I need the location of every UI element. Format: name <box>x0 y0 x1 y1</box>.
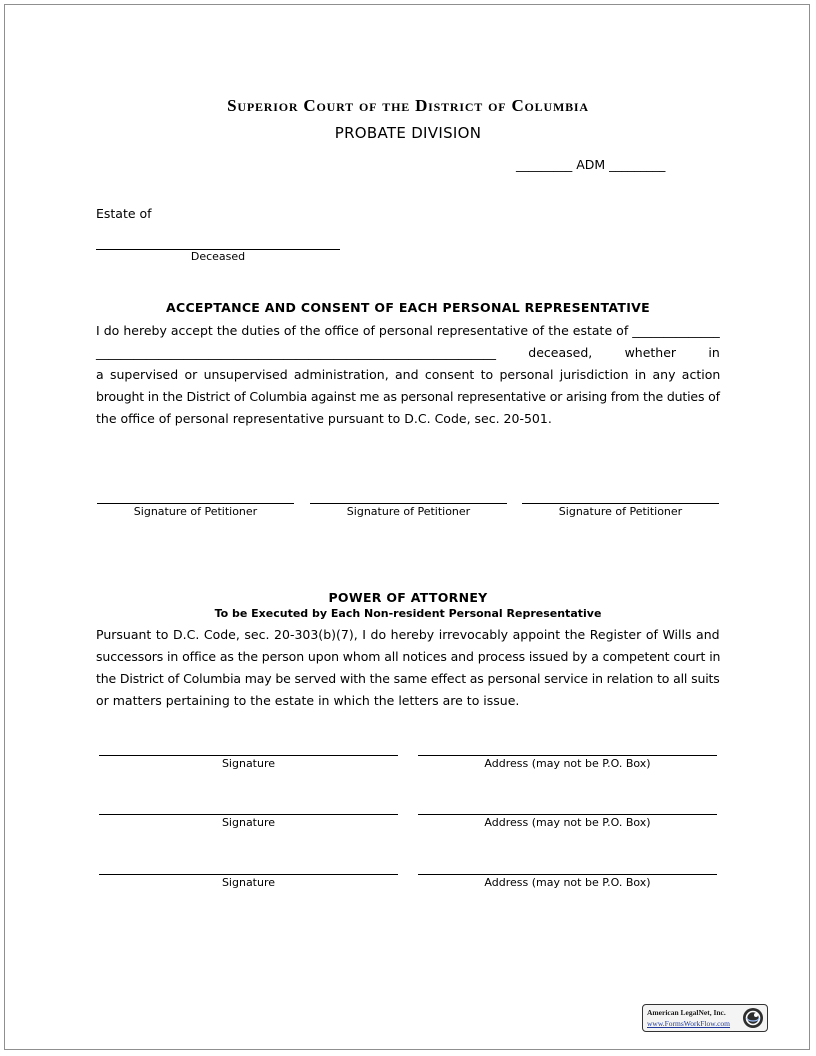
nonresident-signature-label-1: Signature <box>221 757 276 770</box>
nonresident-address-line-1[interactable] <box>418 755 717 756</box>
nonresident-address-line-2[interactable] <box>418 814 717 815</box>
nonresident-signature-line-2[interactable] <box>99 814 398 815</box>
power-of-attorney-paragraph <box>96 624 720 714</box>
nonresident-signature-label-2: Signature <box>221 816 276 829</box>
logo-website-link[interactable]: www.FormsWorkFlow.com <box>647 1019 731 1028</box>
petitioner-signature-line-3[interactable] <box>522 503 719 504</box>
acceptance-line: a supervised or unsupervised administration, and consent to personal jurisdiction in any action <box>96 367 721 382</box>
acceptance-line: brought in the District of Columbia against me as personal representative or arising from the duties of <box>96 389 720 404</box>
court-title: Superior Court of the District of Columbia <box>227 96 589 115</box>
acceptance-paragraph <box>96 320 720 432</box>
acceptance-line: I do hereby accept the duties of the office of personal representative of the estate of ______________ <box>96 323 720 338</box>
acceptance-line: the office of personal representative pursuant to D.C. Code, sec. 20-501. <box>96 411 552 426</box>
acceptance-line: ________________________________________________________________ deceased, whether in <box>96 345 720 360</box>
petitioner-signature-label-1: Signature of Petitioner <box>133 505 258 518</box>
nonresident-address-label-3: Address (may not be P.O. Box) <box>484 876 651 889</box>
poa-line: or matters pertaining to the estate in which the letters are to issue. <box>96 693 520 708</box>
petitioner-signature-label-2: Signature of Petitioner <box>346 505 471 518</box>
adm-number-field[interactable]: _________ ADM _________ <box>516 157 666 172</box>
deceased-label: Deceased <box>190 250 246 263</box>
petitioner-signature-line-2[interactable] <box>310 503 507 504</box>
nonresident-signature-line-1[interactable] <box>99 755 398 756</box>
logo-company-name: American LegalNet, Inc. <box>647 1008 726 1017</box>
nonresident-address-label-1: Address (may not be P.O. Box) <box>484 757 651 770</box>
page-border <box>4 4 810 1050</box>
nonresident-address-label-2: Address (may not be P.O. Box) <box>484 816 651 829</box>
nonresident-signature-label-3: Signature <box>221 876 276 889</box>
division-title: PROBATE DIVISION <box>334 124 482 142</box>
poa-line: Pursuant to D.C. Code, sec. 20-303(b)(7), I do hereby irrevocably appoint the Register of Wills and <box>96 627 720 642</box>
poa-line: successors in office as the person upon whom all notices and process issued by a competent court in <box>96 649 721 664</box>
petitioner-signature-label-3: Signature of Petitioner <box>558 505 683 518</box>
nonresident-signature-line-3[interactable] <box>99 874 398 875</box>
american-legalnet-logo[interactable] <box>642 1004 768 1032</box>
power-of-attorney-heading: POWER OF ATTORNEY <box>328 590 488 605</box>
petitioner-signature-line-1[interactable] <box>97 503 294 504</box>
nonresident-address-line-3[interactable] <box>418 874 717 875</box>
globe-logo-icon <box>742 1007 764 1029</box>
poa-line: the District of Columbia may be served with the same effect as personal service in relation to all suits <box>96 671 720 686</box>
power-of-attorney-subheading: To be Executed by Each Non-resident Personal Representative <box>214 607 602 620</box>
acceptance-heading: ACCEPTANCE AND CONSENT OF EACH PERSONAL REPRESENTATIVE <box>166 300 650 315</box>
estate-of-label: Estate of <box>96 206 152 221</box>
